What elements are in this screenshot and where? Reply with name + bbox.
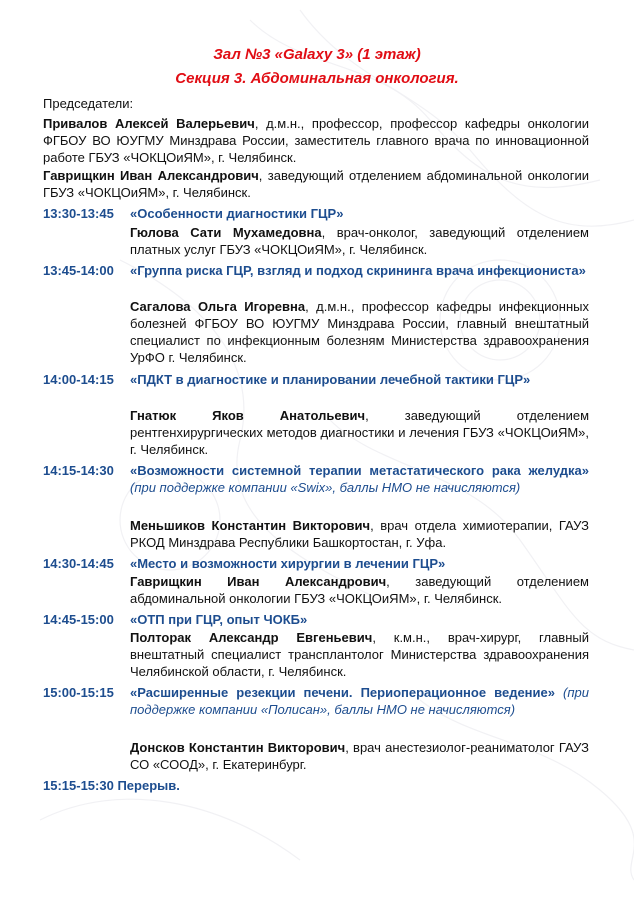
talk-title: «ОТП при ГЦР, опыт ЧОКБ» <box>130 612 308 627</box>
speaker-info: , врач анестезиолог-реаниматолог ГАУЗ СО «СООД», г. Екатеринбург. <box>130 740 589 772</box>
speaker-name: Сагалова Ольга Игоревна <box>130 299 306 314</box>
chair-info: , заведующий отделением абдоминальной онкологии ГБУЗ «ЧОКЦОиЯМ», г. Челябинск. <box>43 168 589 200</box>
speaker-entry <box>130 573 589 607</box>
speaker-info: , заведующий отделением рентгенхирургических методов диагностики и лечения ГБУЗ «ЧОКЦОиЯМ», г. Челябинск. <box>130 408 590 457</box>
talk-title: «Возможности системной терапии метастатического рака желудка» <box>130 463 589 478</box>
break-time: 15:15-15:30 <box>43 778 114 793</box>
speaker-name: Донсков Константин Викторович <box>130 740 346 755</box>
talk-title: «Место и возможности хирургии в лечении ГЦР» <box>130 556 446 571</box>
talk-title: «Особенности диагностики ГЦР» <box>130 206 344 221</box>
speaker-entry <box>130 224 589 258</box>
talk-sponsor-note: (при поддержке компании «Swix», баллы НМО не начисляются) <box>130 480 521 495</box>
talk-time: 13:30-13:45 <box>43 206 114 221</box>
chair-info: , д.м.н., профессор, профессор кафедры онкологии ФГБОУ ВО ЮУГМУ Минздрава России, заместитель главного врача по инновационной работе ГБУЗ «ЧОКЦОиЯМ», г. Челябинск. <box>43 116 589 165</box>
talk-time: 14:30-14:45 <box>43 556 114 571</box>
speaker-entry <box>130 517 589 551</box>
talk-title: «ПДКТ в диагностике и планировании лечебной тактики ГЦР» <box>130 372 531 387</box>
speaker-name: Меньшиков Константин Викторович <box>130 518 371 533</box>
break-row <box>43 777 180 794</box>
speaker-name: Полторак Александр Евгеньевич <box>130 630 373 645</box>
talk-time: 14:00-14:15 <box>43 372 114 387</box>
speaker-entry <box>130 739 589 773</box>
talk-time: 15:00-15:15 <box>43 685 114 700</box>
speaker-name: Гнатюк Яков Анатольевич <box>130 408 366 423</box>
speaker-info: , заведующий отделением абдоминальной онкологии ГБУЗ «ЧОКЦОиЯМ», г. Челябинск. <box>130 574 589 606</box>
speaker-name: Гаврищкин Иван Александрович <box>130 574 387 589</box>
section-title: Секция 3. Абдоминальная онкология. <box>175 70 459 87</box>
chair-entry <box>43 115 589 166</box>
hall-title: Зал №3 «Galaxy 3» (1 этаж) <box>213 46 421 63</box>
speaker-info: , д.м.н., профессор кафедры инфекционных болезней ФГБОУ ВО ЮУГМУ Минздрава России, главный внештатный специалист по инфекционным болезням Министерства здравоохранения УрФО г. Челябинск. <box>130 299 589 365</box>
speaker-entry <box>130 629 589 680</box>
talk-title: «Расширенные резекции печени. Периоперационное ведение» <box>130 685 555 700</box>
talk-time: 14:45-15:00 <box>43 612 114 627</box>
talk-time: 14:15-14:30 <box>43 463 114 478</box>
speaker-info: , врач-онколог, заведующий отделением платных услуг ГБУЗ «ЧОКЦОиЯМ», г. Челябинск. <box>130 225 589 257</box>
speaker-entry <box>130 407 589 458</box>
chair-name: Гаврищкин Иван Александрович <box>43 168 259 183</box>
chair-entry <box>43 167 589 201</box>
speaker-info: , врач отдела химиотерапии, ГАУЗ РКОД Минздрава Республики Башкортостан, г. Уфа. <box>130 518 589 550</box>
talk-title: «Группа риска ГЦР, взгляд и подход скрининга врача инфекциониста» <box>130 263 586 278</box>
speaker-entry <box>130 298 589 366</box>
chairs-label: Председатели: <box>43 96 134 111</box>
talk-sponsor-note: (при поддержке компании «Полисан», баллы НМО не начисляются) <box>130 685 589 717</box>
speaker-name: Гюлова Сати Мухамедовна <box>130 225 322 240</box>
chair-name: Привалов Алексей Валерьевич <box>43 116 255 131</box>
break-label: Перерыв. <box>117 778 180 793</box>
talk-time: 13:45-14:00 <box>43 263 114 278</box>
speaker-info: , к.м.н., врач-хирург, главный внештатный специалист трансплантолог Министерства здравоохранения Челябинской области, г. Челябинск. <box>130 630 589 679</box>
